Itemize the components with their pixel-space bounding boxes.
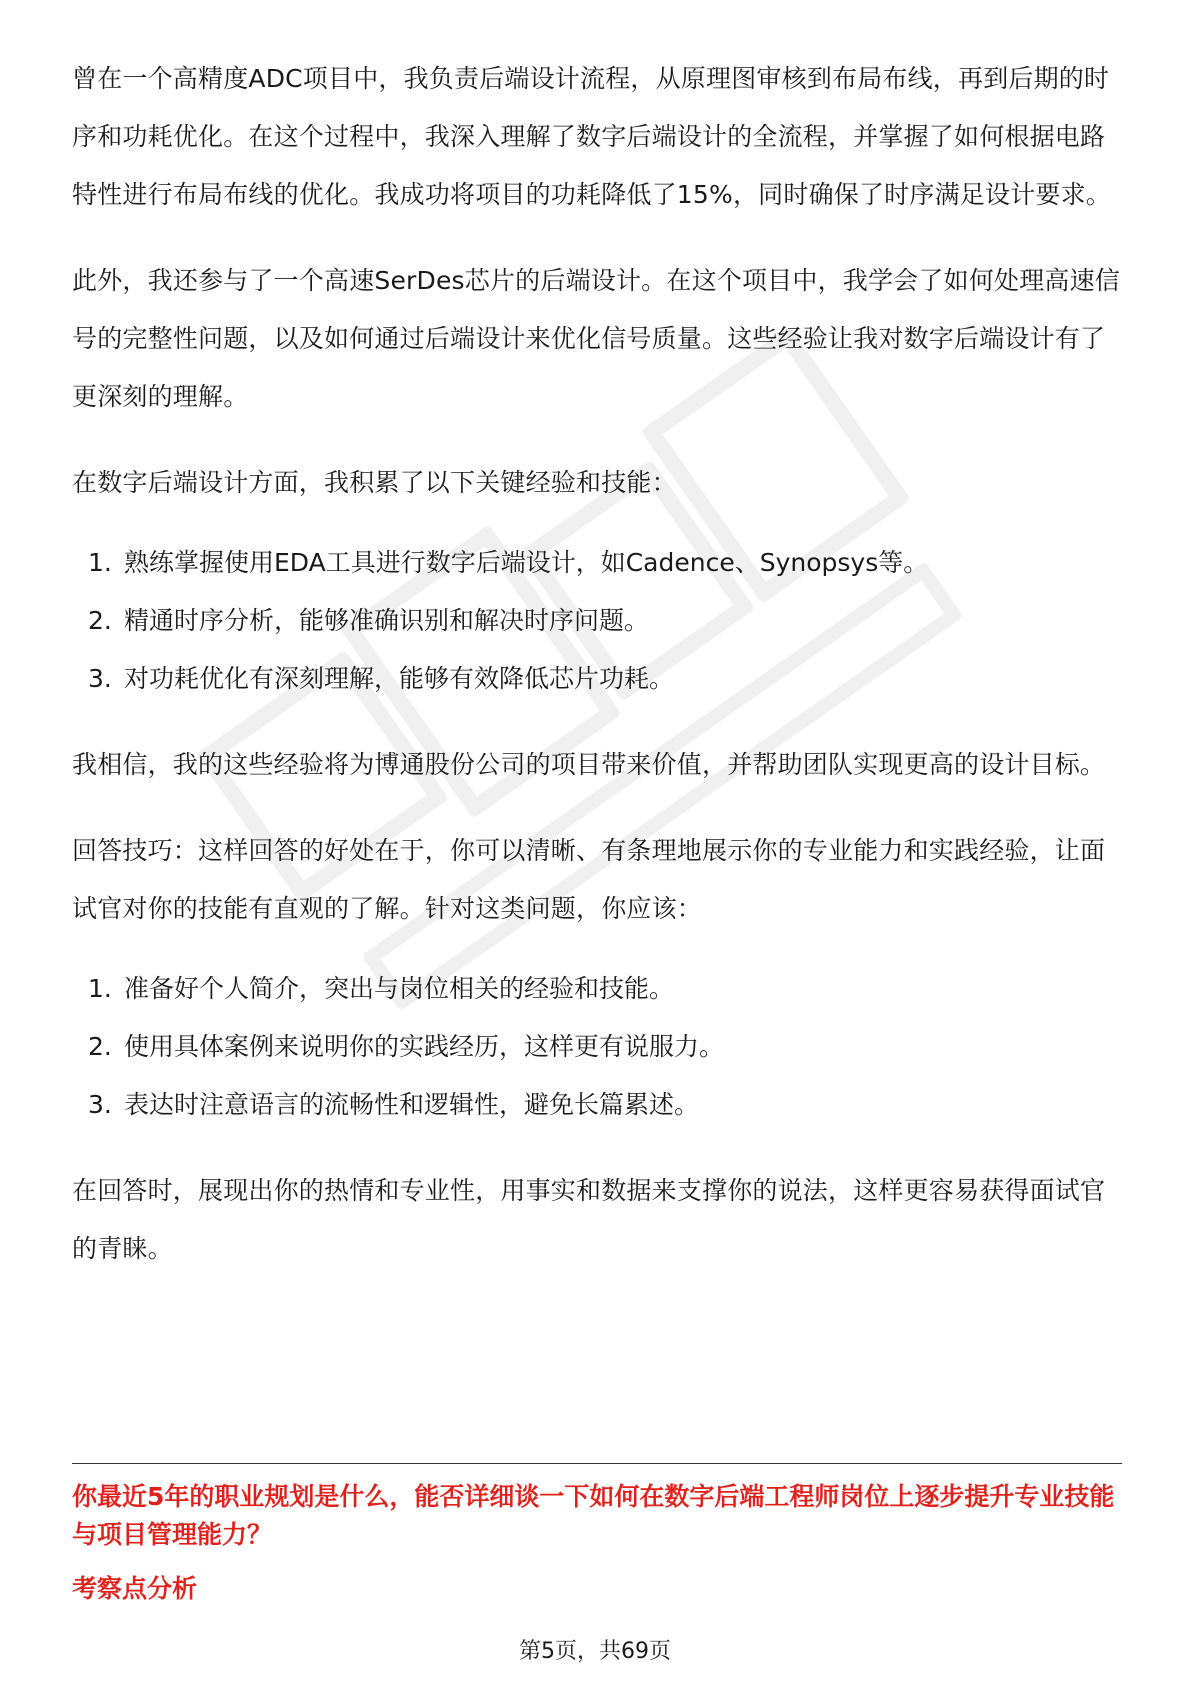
list-item [72,1076,1122,1134]
list-item [72,1018,1122,1076]
list-item-number: 1. [88,974,112,1003]
list-item [72,592,1122,650]
analysis-section-heading: 考察点分析 [72,1574,198,1603]
paragraph-adc-project: 曾在一个高精度ADC项目中，我负责后端设计流程，从原理图审核到布局布线，再到后期的时序和功耗优化。在这个过程中，我深入理解了数字后端设计的全流程，并掌握了如何根据电路特性进行布局布线的优化。我成功将项目的功耗降低了15%，同时确保了时序满足设计要求。 [72,64,1111,209]
next-question-heading: 你最近5年的职业规划是什么，能否详细谈一下如何在数字后端工程师岗位上逐步提升专业技能与项目管理能力？ [72,1482,1115,1549]
list-item-text: 熟练掌握使用EDA工具进行数字后端设计，如Cadence、Synopsys等。 [124,548,929,577]
list-item-text: 对功耗优化有深刻理解，能够有效降低芯片功耗。 [124,664,675,693]
paragraph-closing: 在回答时，展现出你的热情和专业性，用事实和数据来支撑你的说法，这样更容易获得面试官的青睐。 [72,1176,1106,1263]
paragraph-serdes-project: 此外，我还参与了一个高速SerDes芯片的后端设计。在这个项目中，我学会了如何处理高速信号的完整性问题，以及如何通过后端设计来优化信号质量。这些经验让我对数字后端设计有了更深刻的理解。 [72,266,1120,411]
list-item-text: 使用具体案例来说明你的实践经历，这样更有说服力。 [124,1032,725,1061]
list-item-text: 准备好个人简介，突出与岗位相关的经验和技能。 [124,974,675,1003]
document-body [72,50,1122,1278]
list-item [72,960,1122,1018]
section-divider [72,1463,1122,1464]
list-item-number: 3. [88,1090,112,1119]
skills-list [72,534,1122,708]
tips-list [72,960,1122,1134]
list-item-number: 2. [88,606,112,635]
page-number-footer: 第5页，共69页 [519,1639,671,1664]
list-item-number: 1. [88,548,112,577]
list-item-number: 3. [88,664,112,693]
paragraph-skills-intro: 在数字后端设计方面，我积累了以下关键经验和技能： [72,468,677,497]
paragraph-belief: 我相信，我的这些经验将为博通股份公司的项目带来价值，并帮助团队实现更高的设计目标。 [72,750,1106,779]
list-item [72,534,1122,592]
list-item-number: 2. [88,1032,112,1061]
list-item-text: 精通时序分析，能够准确识别和解决时序问题。 [124,606,650,635]
paragraph-answer-tips: 回答技巧：这样回答的好处在于，你可以清晰、有条理地展示你的专业能力和实践经验，让面试官对你的技能有直观的了解。针对这类问题，你应该： [72,836,1106,923]
list-item-text: 表达时注意语言的流畅性和逻辑性，避免长篇累述。 [124,1090,700,1119]
list-item [72,650,1122,708]
